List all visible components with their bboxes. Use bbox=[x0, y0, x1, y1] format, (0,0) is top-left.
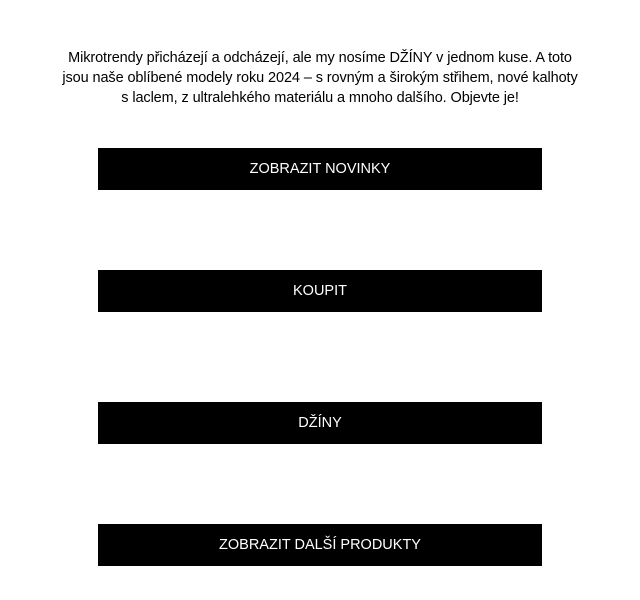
buy-button[interactable]: KOUPIT bbox=[98, 270, 542, 312]
show-more-products-button[interactable]: ZOBRAZIT DALŠÍ PRODUKTY bbox=[98, 524, 542, 566]
intro-paragraph: Mikrotrendy přicházejí a odcházejí, ale my nosíme DŽÍNY v jednom kuse. A toto jsou naše oblíbené modely roku 2024 – s rovným a širokým střihem, nové kalhoty s laclem, z ultralehkého materiálu a mnoho dalšího. Objevte je! bbox=[62, 50, 578, 106]
show-new-arrivals-button[interactable]: ZOBRAZIT NOVINKY bbox=[98, 148, 542, 190]
jeans-button[interactable]: DŽÍNY bbox=[98, 402, 542, 444]
